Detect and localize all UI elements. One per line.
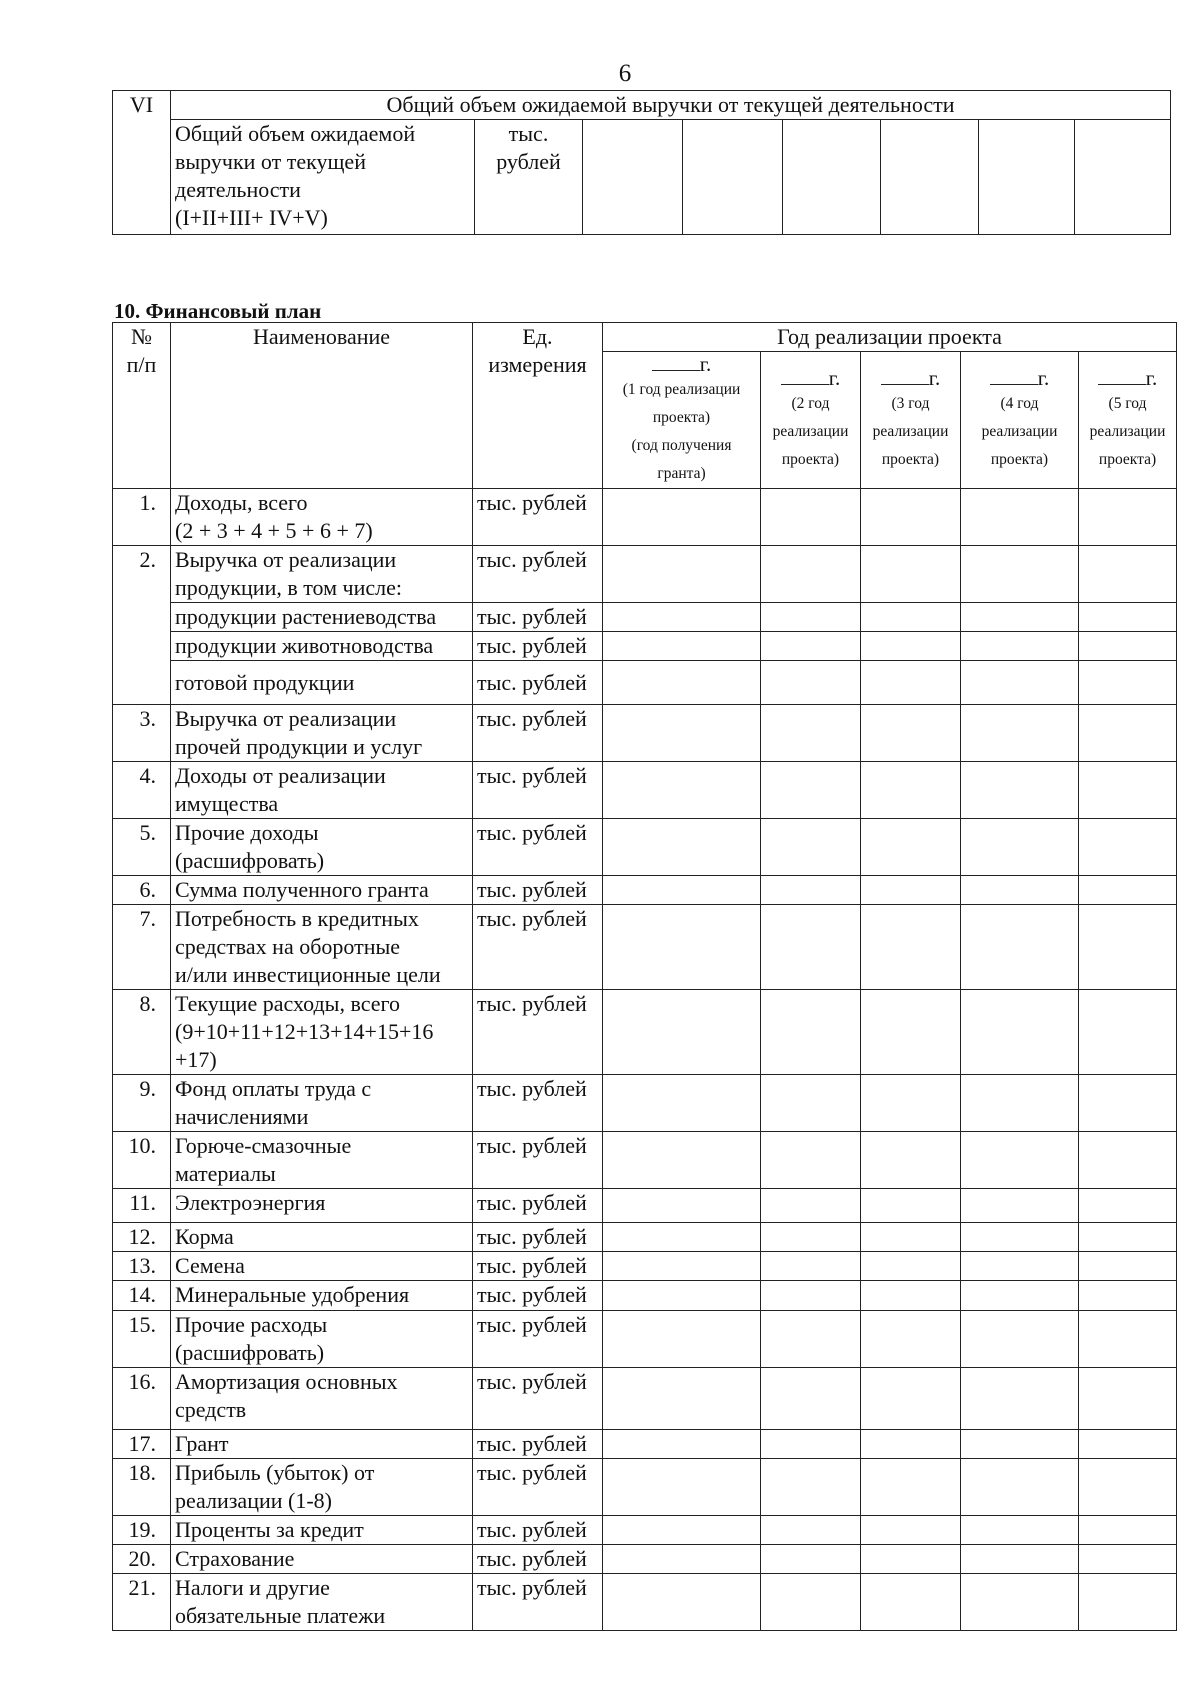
table-row xyxy=(113,1574,1177,1631)
value-cell[interactable] xyxy=(961,1311,1079,1368)
value-cell[interactable] xyxy=(761,603,861,632)
value-cell[interactable] xyxy=(961,905,1079,990)
value-cell[interactable] xyxy=(961,546,1079,603)
value-cell[interactable] xyxy=(603,546,761,603)
row-unit: тыс. рублей xyxy=(473,632,603,661)
table-row xyxy=(113,705,1177,762)
row-number: 12. xyxy=(113,1223,171,1252)
row-number: 5. xyxy=(113,819,171,876)
row-name: Сумма полученного гранта xyxy=(171,876,473,905)
row-unit: тыс. рублей xyxy=(473,1545,603,1574)
value-cell[interactable] xyxy=(761,1281,861,1311)
row-unit: тыс. рублей xyxy=(473,1311,603,1368)
value-cell[interactable] xyxy=(761,1223,861,1252)
row-unit: тыс. рублей xyxy=(473,762,603,819)
value-cell[interactable] xyxy=(761,819,861,876)
value-cell[interactable] xyxy=(761,1545,861,1574)
row-name: Грант xyxy=(171,1430,473,1459)
value-cell[interactable] xyxy=(603,1075,761,1132)
value-cell[interactable] xyxy=(603,905,761,990)
row-name: Электроэнергия xyxy=(171,1189,473,1223)
row-unit: тыс. рублей xyxy=(473,603,603,632)
value-cell[interactable] xyxy=(603,1281,761,1311)
value-cell[interactable] xyxy=(961,876,1079,905)
row-name: Семена xyxy=(171,1252,473,1281)
row-name: Прибыль (убыток) от реализации (1-8) xyxy=(171,1459,473,1516)
value-cell[interactable] xyxy=(603,1189,761,1223)
header-num: № п/п xyxy=(113,323,171,489)
value-cell[interactable] xyxy=(861,905,961,990)
row-unit: тыс. рублей xyxy=(473,990,603,1075)
value-cell[interactable] xyxy=(761,876,861,905)
value-cell[interactable] xyxy=(603,819,761,876)
value-cell[interactable] xyxy=(603,1311,761,1368)
row-unit: тыс. рублей xyxy=(473,1189,603,1223)
row-unit: тыс. рублей xyxy=(473,1281,603,1311)
row-number: 8. xyxy=(113,990,171,1075)
value-cell[interactable] xyxy=(861,1430,961,1459)
table-row xyxy=(113,1281,1177,1311)
table-row xyxy=(113,1516,1177,1545)
value-cell[interactable] xyxy=(1079,1281,1177,1311)
row-name: Страхование xyxy=(171,1545,473,1574)
table-row xyxy=(113,990,1177,1075)
value-cell[interactable] xyxy=(861,990,961,1075)
value-cell[interactable] xyxy=(961,661,1079,705)
header-year-2: г. (2 год реализации проекта) xyxy=(761,352,861,489)
value-cell[interactable] xyxy=(761,546,861,603)
table-row xyxy=(113,1430,1177,1459)
value-cell[interactable] xyxy=(961,1252,1079,1281)
table-row xyxy=(113,1368,1177,1430)
value-cell[interactable] xyxy=(1079,1516,1177,1545)
table-row xyxy=(113,1545,1177,1574)
value-cell[interactable] xyxy=(1079,762,1177,819)
row-unit: тыс. рублей xyxy=(473,1516,603,1545)
row-name: Прочие расходы (расшифровать) xyxy=(171,1311,473,1368)
table-row xyxy=(113,1075,1177,1132)
value-cell[interactable] xyxy=(961,1075,1079,1132)
section-title: 10. Финансовый план xyxy=(114,299,322,323)
value-cell[interactable] xyxy=(961,1516,1079,1545)
value-cell[interactable] xyxy=(1079,661,1177,705)
value-cell[interactable] xyxy=(1079,1574,1177,1631)
value-cell[interactable] xyxy=(861,1311,961,1368)
value-cell[interactable] xyxy=(861,489,961,546)
row-unit: тыс. рублей xyxy=(473,1368,603,1430)
row-number: 20. xyxy=(113,1545,171,1574)
row-number: 4. xyxy=(113,762,171,819)
value-cell[interactable] xyxy=(961,819,1079,876)
row-number: 6. xyxy=(113,876,171,905)
value-cell[interactable] xyxy=(861,1189,961,1223)
value-cell[interactable] xyxy=(861,1516,961,1545)
value-cell[interactable] xyxy=(1079,1430,1177,1459)
row-name: Амортизация основных средств xyxy=(171,1368,473,1430)
row-number: 2. xyxy=(113,546,171,705)
value-cell[interactable] xyxy=(1079,1252,1177,1281)
header-year-3: г. (3 год реализации проекта) xyxy=(861,352,961,489)
row-unit: тыс. рублей xyxy=(473,1075,603,1132)
year-blank[interactable] xyxy=(781,366,829,385)
section-vi-row-name: Общий объем ожидаемой выручки от текущей деятельности (I+II+III+ IV+V) xyxy=(171,120,475,235)
page-number: 6 xyxy=(618,60,632,87)
value-cell[interactable] xyxy=(1079,546,1177,603)
value-cell[interactable] xyxy=(861,1368,961,1430)
row-number: 1. xyxy=(113,489,171,546)
value-cell[interactable] xyxy=(861,1252,961,1281)
table-row xyxy=(113,489,1177,546)
value-cell[interactable] xyxy=(761,1430,861,1459)
value-cell[interactable] xyxy=(861,1459,961,1516)
value-cell[interactable] xyxy=(761,990,861,1075)
row-name: Выручка от реализации прочей продукции и услуг xyxy=(171,705,473,762)
table-row xyxy=(113,546,1177,603)
value-cell[interactable] xyxy=(861,1574,961,1631)
table-row xyxy=(113,762,1177,819)
value-cell[interactable] xyxy=(603,603,761,632)
value-cell[interactable] xyxy=(783,120,881,235)
value-cell[interactable] xyxy=(603,1545,761,1574)
row-number: 11. xyxy=(113,1189,171,1223)
value-cell[interactable] xyxy=(1079,1545,1177,1574)
row-unit: тыс. рублей xyxy=(473,661,603,705)
row-number: 18. xyxy=(113,1459,171,1516)
header-name: Наименование xyxy=(171,323,473,489)
value-cell[interactable] xyxy=(1079,819,1177,876)
table-row xyxy=(113,661,1177,705)
value-cell[interactable] xyxy=(603,762,761,819)
value-cell[interactable] xyxy=(603,876,761,905)
value-cell[interactable] xyxy=(961,762,1079,819)
table-row xyxy=(113,905,1177,990)
row-number: 7. xyxy=(113,905,171,990)
row-name: Фонд оплаты труда с начислениями xyxy=(171,1075,473,1132)
value-cell[interactable] xyxy=(961,1281,1079,1311)
row-unit: тыс. рублей xyxy=(473,819,603,876)
value-cell[interactable] xyxy=(603,632,761,661)
row-name: Корма xyxy=(171,1223,473,1252)
value-cell[interactable] xyxy=(761,1132,861,1189)
value-cell[interactable] xyxy=(861,762,961,819)
section-vi-table xyxy=(112,90,1171,235)
row-unit: тыс. рублей xyxy=(473,1574,603,1631)
section-vi-title: Общий объем ожидаемой выручки от текущей деятельности xyxy=(171,91,1171,120)
value-cell[interactable] xyxy=(603,1516,761,1545)
value-cell[interactable] xyxy=(761,905,861,990)
value-cell[interactable] xyxy=(603,705,761,762)
value-cell[interactable] xyxy=(1079,603,1177,632)
header-year-4: г. (4 год реализации проекта) xyxy=(961,352,1079,489)
value-cell[interactable] xyxy=(861,876,961,905)
table-row xyxy=(113,1189,1177,1223)
value-cell[interactable] xyxy=(861,1132,961,1189)
year-blank[interactable] xyxy=(881,366,929,385)
table-row xyxy=(113,1132,1177,1189)
value-cell[interactable] xyxy=(761,489,861,546)
value-cell[interactable] xyxy=(961,1368,1079,1430)
value-cell[interactable] xyxy=(961,1574,1079,1631)
header-unit: Ед. измерения xyxy=(473,323,603,489)
value-cell[interactable] xyxy=(1079,1311,1177,1368)
value-cell[interactable] xyxy=(881,120,979,235)
row-unit: тыс. рублей xyxy=(473,489,603,546)
value-cell[interactable] xyxy=(761,1075,861,1132)
value-cell[interactable] xyxy=(861,1223,961,1252)
value-cell[interactable] xyxy=(961,1223,1079,1252)
value-cell[interactable] xyxy=(761,762,861,819)
value-cell[interactable] xyxy=(603,489,761,546)
value-cell[interactable] xyxy=(961,1189,1079,1223)
row-unit: тыс. рублей xyxy=(473,1459,603,1516)
row-unit: тыс. рублей xyxy=(473,1252,603,1281)
value-cell[interactable] xyxy=(603,1430,761,1459)
row-number: 17. xyxy=(113,1430,171,1459)
row-number: 21. xyxy=(113,1574,171,1631)
value-cell[interactable] xyxy=(1079,1459,1177,1516)
row-name: Доходы, всего (2 + 3 + 4 + 5 + 6 + 7) xyxy=(171,489,473,546)
header-year-group: Год реализации проекта xyxy=(603,323,1177,352)
value-cell[interactable] xyxy=(961,1132,1079,1189)
value-cell[interactable] xyxy=(861,1281,961,1311)
row-name: Потребность в кредитных средствах на оборотные и/или инвестиционные цели xyxy=(171,905,473,990)
header-year-1: г. (1 год реализации проекта) (год получения гранта) xyxy=(603,352,761,489)
table-row xyxy=(113,876,1177,905)
value-cell[interactable] xyxy=(961,1459,1079,1516)
value-cell[interactable] xyxy=(961,489,1079,546)
row-number: 16. xyxy=(113,1368,171,1430)
table-row xyxy=(113,603,1177,632)
value-cell[interactable] xyxy=(603,1459,761,1516)
value-cell[interactable] xyxy=(861,705,961,762)
value-cell[interactable] xyxy=(1079,1189,1177,1223)
value-cell[interactable] xyxy=(861,1075,961,1132)
row-number: 13. xyxy=(113,1252,171,1281)
value-cell[interactable] xyxy=(761,705,861,762)
value-cell[interactable] xyxy=(861,819,961,876)
value-cell[interactable] xyxy=(1075,120,1171,235)
value-cell[interactable] xyxy=(961,705,1079,762)
row-unit: тыс. рублей xyxy=(473,905,603,990)
row-unit: тыс. рублей xyxy=(473,1430,603,1459)
row-unit: тыс. рублей xyxy=(473,1223,603,1252)
year-blank[interactable] xyxy=(652,352,700,371)
row-name: Прочие доходы (расшифровать) xyxy=(171,819,473,876)
value-cell[interactable] xyxy=(603,1223,761,1252)
year-blank[interactable] xyxy=(990,366,1038,385)
table-row xyxy=(113,1459,1177,1516)
row-name: Проценты за кредит xyxy=(171,1516,473,1545)
value-cell[interactable] xyxy=(961,632,1079,661)
row-name: Минеральные удобрения xyxy=(171,1281,473,1311)
row-name: Налоги и другие обязательные платежи xyxy=(171,1574,473,1631)
value-cell[interactable] xyxy=(1079,876,1177,905)
table-row xyxy=(113,1311,1177,1368)
row-name: продукции животноводства xyxy=(171,632,473,661)
value-cell[interactable] xyxy=(761,1311,861,1368)
financial-plan-table xyxy=(112,322,1177,1631)
row-unit: тыс. рублей xyxy=(473,1132,603,1189)
row-number: 9. xyxy=(113,1075,171,1132)
value-cell[interactable] xyxy=(1079,1075,1177,1132)
value-cell[interactable] xyxy=(1079,1368,1177,1430)
value-cell[interactable] xyxy=(961,603,1079,632)
value-cell[interactable] xyxy=(761,632,861,661)
value-cell[interactable] xyxy=(1079,1132,1177,1189)
section-vi-number: VI xyxy=(113,91,171,235)
value-cell[interactable] xyxy=(861,1545,961,1574)
row-name: продукции растениеводства xyxy=(171,603,473,632)
value-cell[interactable] xyxy=(761,1252,861,1281)
value-cell[interactable] xyxy=(761,1516,861,1545)
value-cell[interactable] xyxy=(583,120,683,235)
row-unit: тыс. рублей xyxy=(473,705,603,762)
row-name: готовой продукции xyxy=(171,661,473,705)
value-cell[interactable] xyxy=(861,632,961,661)
row-number: 10. xyxy=(113,1132,171,1189)
value-cell[interactable] xyxy=(961,990,1079,1075)
value-cell[interactable] xyxy=(1079,990,1177,1075)
row-number: 19. xyxy=(113,1516,171,1545)
value-cell[interactable] xyxy=(861,546,961,603)
value-cell[interactable] xyxy=(1079,632,1177,661)
value-cell[interactable] xyxy=(761,1574,861,1631)
value-cell[interactable] xyxy=(861,661,961,705)
value-cell[interactable] xyxy=(603,1252,761,1281)
value-cell[interactable] xyxy=(1079,905,1177,990)
table-row xyxy=(113,1223,1177,1252)
row-name: Текущие расходы, всего (9+10+11+12+13+14+15+16 +17) xyxy=(171,990,473,1075)
header-year-5: г. (5 год реализации проекта) xyxy=(1079,352,1177,489)
value-cell[interactable] xyxy=(761,1459,861,1516)
section-vi-row-unit: тыс. рублей xyxy=(475,120,583,235)
value-cell[interactable] xyxy=(761,1368,861,1430)
value-cell[interactable] xyxy=(1079,1223,1177,1252)
row-number: 15. xyxy=(113,1311,171,1368)
value-cell[interactable] xyxy=(961,1430,1079,1459)
table-row xyxy=(113,1252,1177,1281)
value-cell[interactable] xyxy=(761,1189,861,1223)
row-number: 14. xyxy=(113,1281,171,1311)
value-cell[interactable] xyxy=(1079,489,1177,546)
row-unit: тыс. рублей xyxy=(473,876,603,905)
value-cell[interactable] xyxy=(603,1368,761,1430)
value-cell[interactable] xyxy=(603,990,761,1075)
row-name: Доходы от реализации имущества xyxy=(171,762,473,819)
row-name: Горюче-смазочные материалы xyxy=(171,1132,473,1189)
year-blank[interactable] xyxy=(1098,366,1146,385)
value-cell[interactable] xyxy=(603,1574,761,1631)
value-cell[interactable] xyxy=(979,120,1075,235)
table-row xyxy=(113,632,1177,661)
row-unit: тыс. рублей xyxy=(473,546,603,603)
row-number: 3. xyxy=(113,705,171,762)
table-row xyxy=(113,819,1177,876)
value-cell[interactable] xyxy=(961,1545,1079,1574)
row-name: Выручка от реализации продукции, в том числе: xyxy=(171,546,473,603)
value-cell[interactable] xyxy=(603,661,761,705)
value-cell[interactable] xyxy=(683,120,783,235)
value-cell[interactable] xyxy=(1079,705,1177,762)
value-cell[interactable] xyxy=(603,1132,761,1189)
value-cell[interactable] xyxy=(761,661,861,705)
value-cell[interactable] xyxy=(861,603,961,632)
